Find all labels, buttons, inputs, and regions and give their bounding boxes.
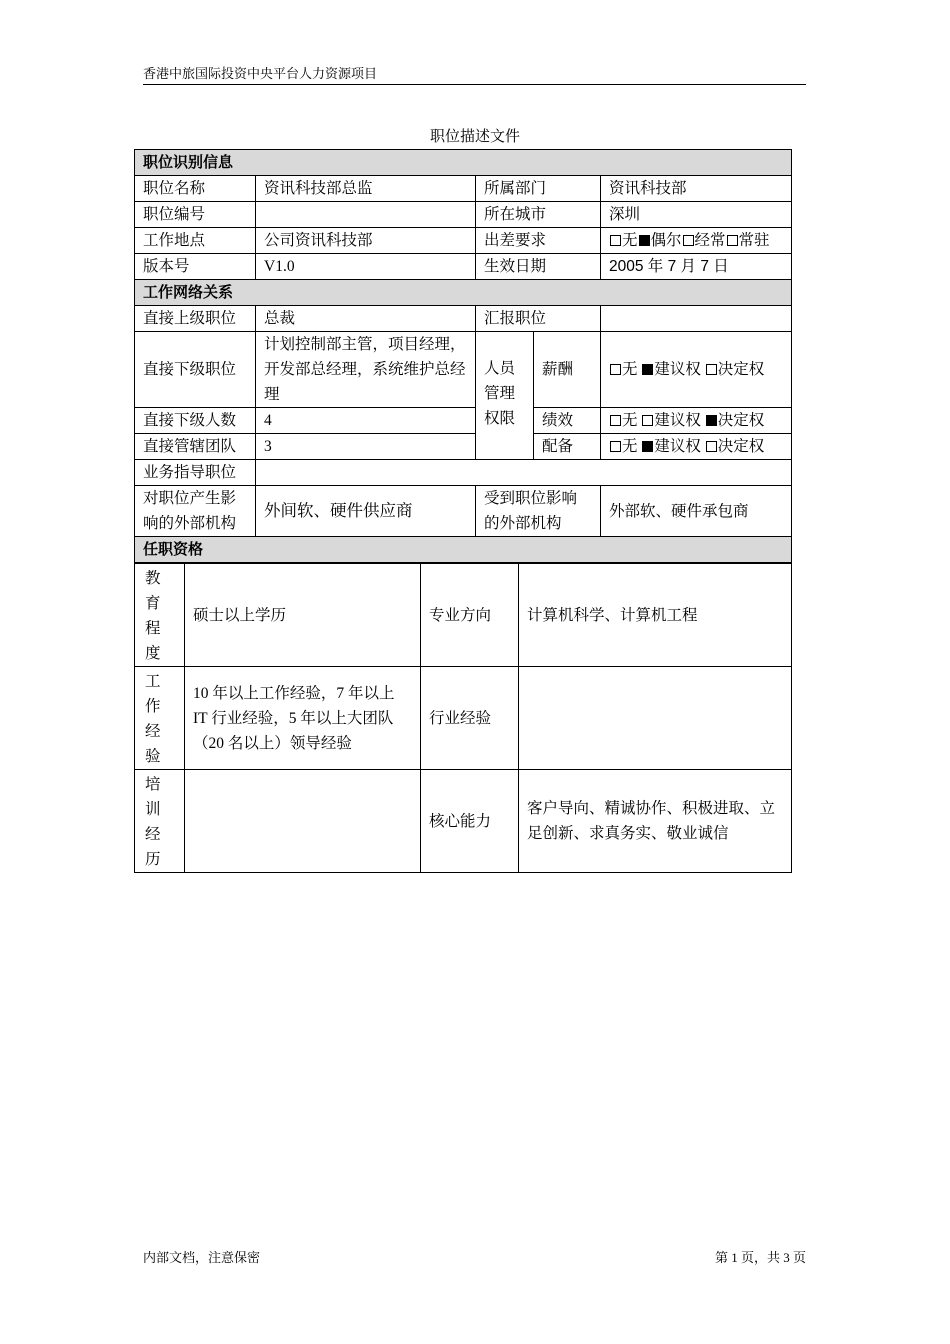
subordinates-value: 计划控制部主管，项目经理，开发部总经理，系统维护总经理: [256, 332, 476, 408]
position-number-label: 职位编号: [135, 202, 256, 228]
checkbox-unchecked-icon: [683, 235, 694, 246]
training-value: [185, 770, 421, 873]
position-name-value: 资讯科技部总监: [256, 176, 476, 202]
hr-authority-label: 人员管理权限: [476, 332, 534, 460]
salary-label: 薪酬: [534, 332, 601, 408]
industry-experience-label: 行业经验: [421, 667, 519, 770]
checkbox-checked-icon: [642, 364, 653, 375]
staffing-label: 配备: [534, 434, 601, 460]
version-value: V1.0: [256, 254, 476, 280]
work-location-value: 公司资讯科技部: [256, 228, 476, 254]
performance-label: 绩效: [534, 408, 601, 434]
page-header: 香港中旅国际投资中央平台人力资源项目: [143, 66, 806, 85]
report-position-value: [601, 306, 792, 332]
checkbox-unchecked-icon: [610, 415, 621, 426]
city-value: 深圳: [601, 202, 792, 228]
supervisor-label: 直接上级职位: [135, 306, 256, 332]
salary-options: 无 建议权 决定权: [601, 332, 792, 408]
team-label: 直接管辖团队: [135, 434, 256, 460]
supervisor-value: 总裁: [256, 306, 476, 332]
section-work-network: 工作网络关系: [135, 280, 792, 306]
training-label: 培训经历: [135, 770, 185, 873]
version-label: 版本号: [135, 254, 256, 280]
major-value: 计算机科学、计算机工程: [519, 564, 792, 667]
document-title: 职位描述文件: [429, 129, 520, 145]
work-experience-label: 工作经验: [135, 667, 185, 770]
checkbox-unchecked-icon: [610, 364, 621, 375]
checkbox-unchecked-icon: [642, 415, 653, 426]
education-label: 教育程度: [135, 564, 185, 667]
footer-confidential: 内部文档，注意保密: [143, 1250, 261, 1265]
external-affecting-label: 对职位产生影响的外部机构: [135, 486, 256, 537]
subordinates-label: 直接下级职位: [135, 332, 256, 408]
checkbox-unchecked-icon: [727, 235, 738, 246]
checkbox-checked-icon: [639, 235, 650, 246]
checkbox-unchecked-icon: [706, 364, 717, 375]
core-competency-value: 客户导向、精诚协作、积极进取、立足创新、求真务实、敬业诚信: [519, 770, 792, 873]
team-value: 3: [256, 434, 476, 460]
effective-date-label: 生效日期: [476, 254, 601, 280]
qualifications-table: [134, 563, 792, 873]
job-info-table: [134, 149, 792, 563]
checkbox-unchecked-icon: [706, 441, 717, 452]
external-affected-label: 受到职位影响的外部机构: [476, 486, 601, 537]
travel-options: 无 偶尔 经常 常驻: [601, 228, 792, 254]
subordinate-count-label: 直接下级人数: [135, 408, 256, 434]
checkbox-checked-icon: [706, 415, 717, 426]
checkbox-unchecked-icon: [610, 235, 621, 246]
performance-options: 无 建议权 决定权: [601, 408, 792, 434]
report-position-label: 汇报职位: [476, 306, 601, 332]
effective-date-value: 2005 年 7 月 7 日: [601, 254, 792, 280]
section-qualifications: 任职资格: [135, 537, 792, 563]
business-guidance-value: [256, 460, 792, 486]
department-label: 所属部门: [476, 176, 601, 202]
education-value: 硕士以上学历: [185, 564, 421, 667]
major-label: 专业方向: [421, 564, 519, 667]
travel-label: 出差要求: [476, 228, 601, 254]
section-position-info: 职位识别信息: [135, 150, 792, 176]
position-name-label: 职位名称: [135, 176, 256, 202]
checkbox-unchecked-icon: [610, 441, 621, 452]
work-experience-value: 10 年以上工作经验，7 年以上 IT 行业经验，5 年以上大团队（20 名以上）领导经验: [185, 667, 421, 770]
business-guidance-label: 业务指导职位: [135, 460, 256, 486]
position-number-value: [256, 202, 476, 228]
subordinate-count-value: 4: [256, 408, 476, 434]
industry-experience-value: [519, 667, 792, 770]
footer-page-number: 第 1 页，共 3 页: [714, 1250, 806, 1265]
core-competency-label: 核心能力: [421, 770, 519, 873]
department-value: 资讯科技部: [601, 176, 792, 202]
external-affected-value: 外部软、硬件承包商: [601, 486, 792, 537]
external-affecting-value: 外间软、硬件供应商: [256, 486, 476, 537]
work-location-label: 工作地点: [135, 228, 256, 254]
staffing-options: 无 建议权 决定权: [601, 434, 792, 460]
city-label: 所在城市: [476, 202, 601, 228]
checkbox-checked-icon: [642, 441, 653, 452]
